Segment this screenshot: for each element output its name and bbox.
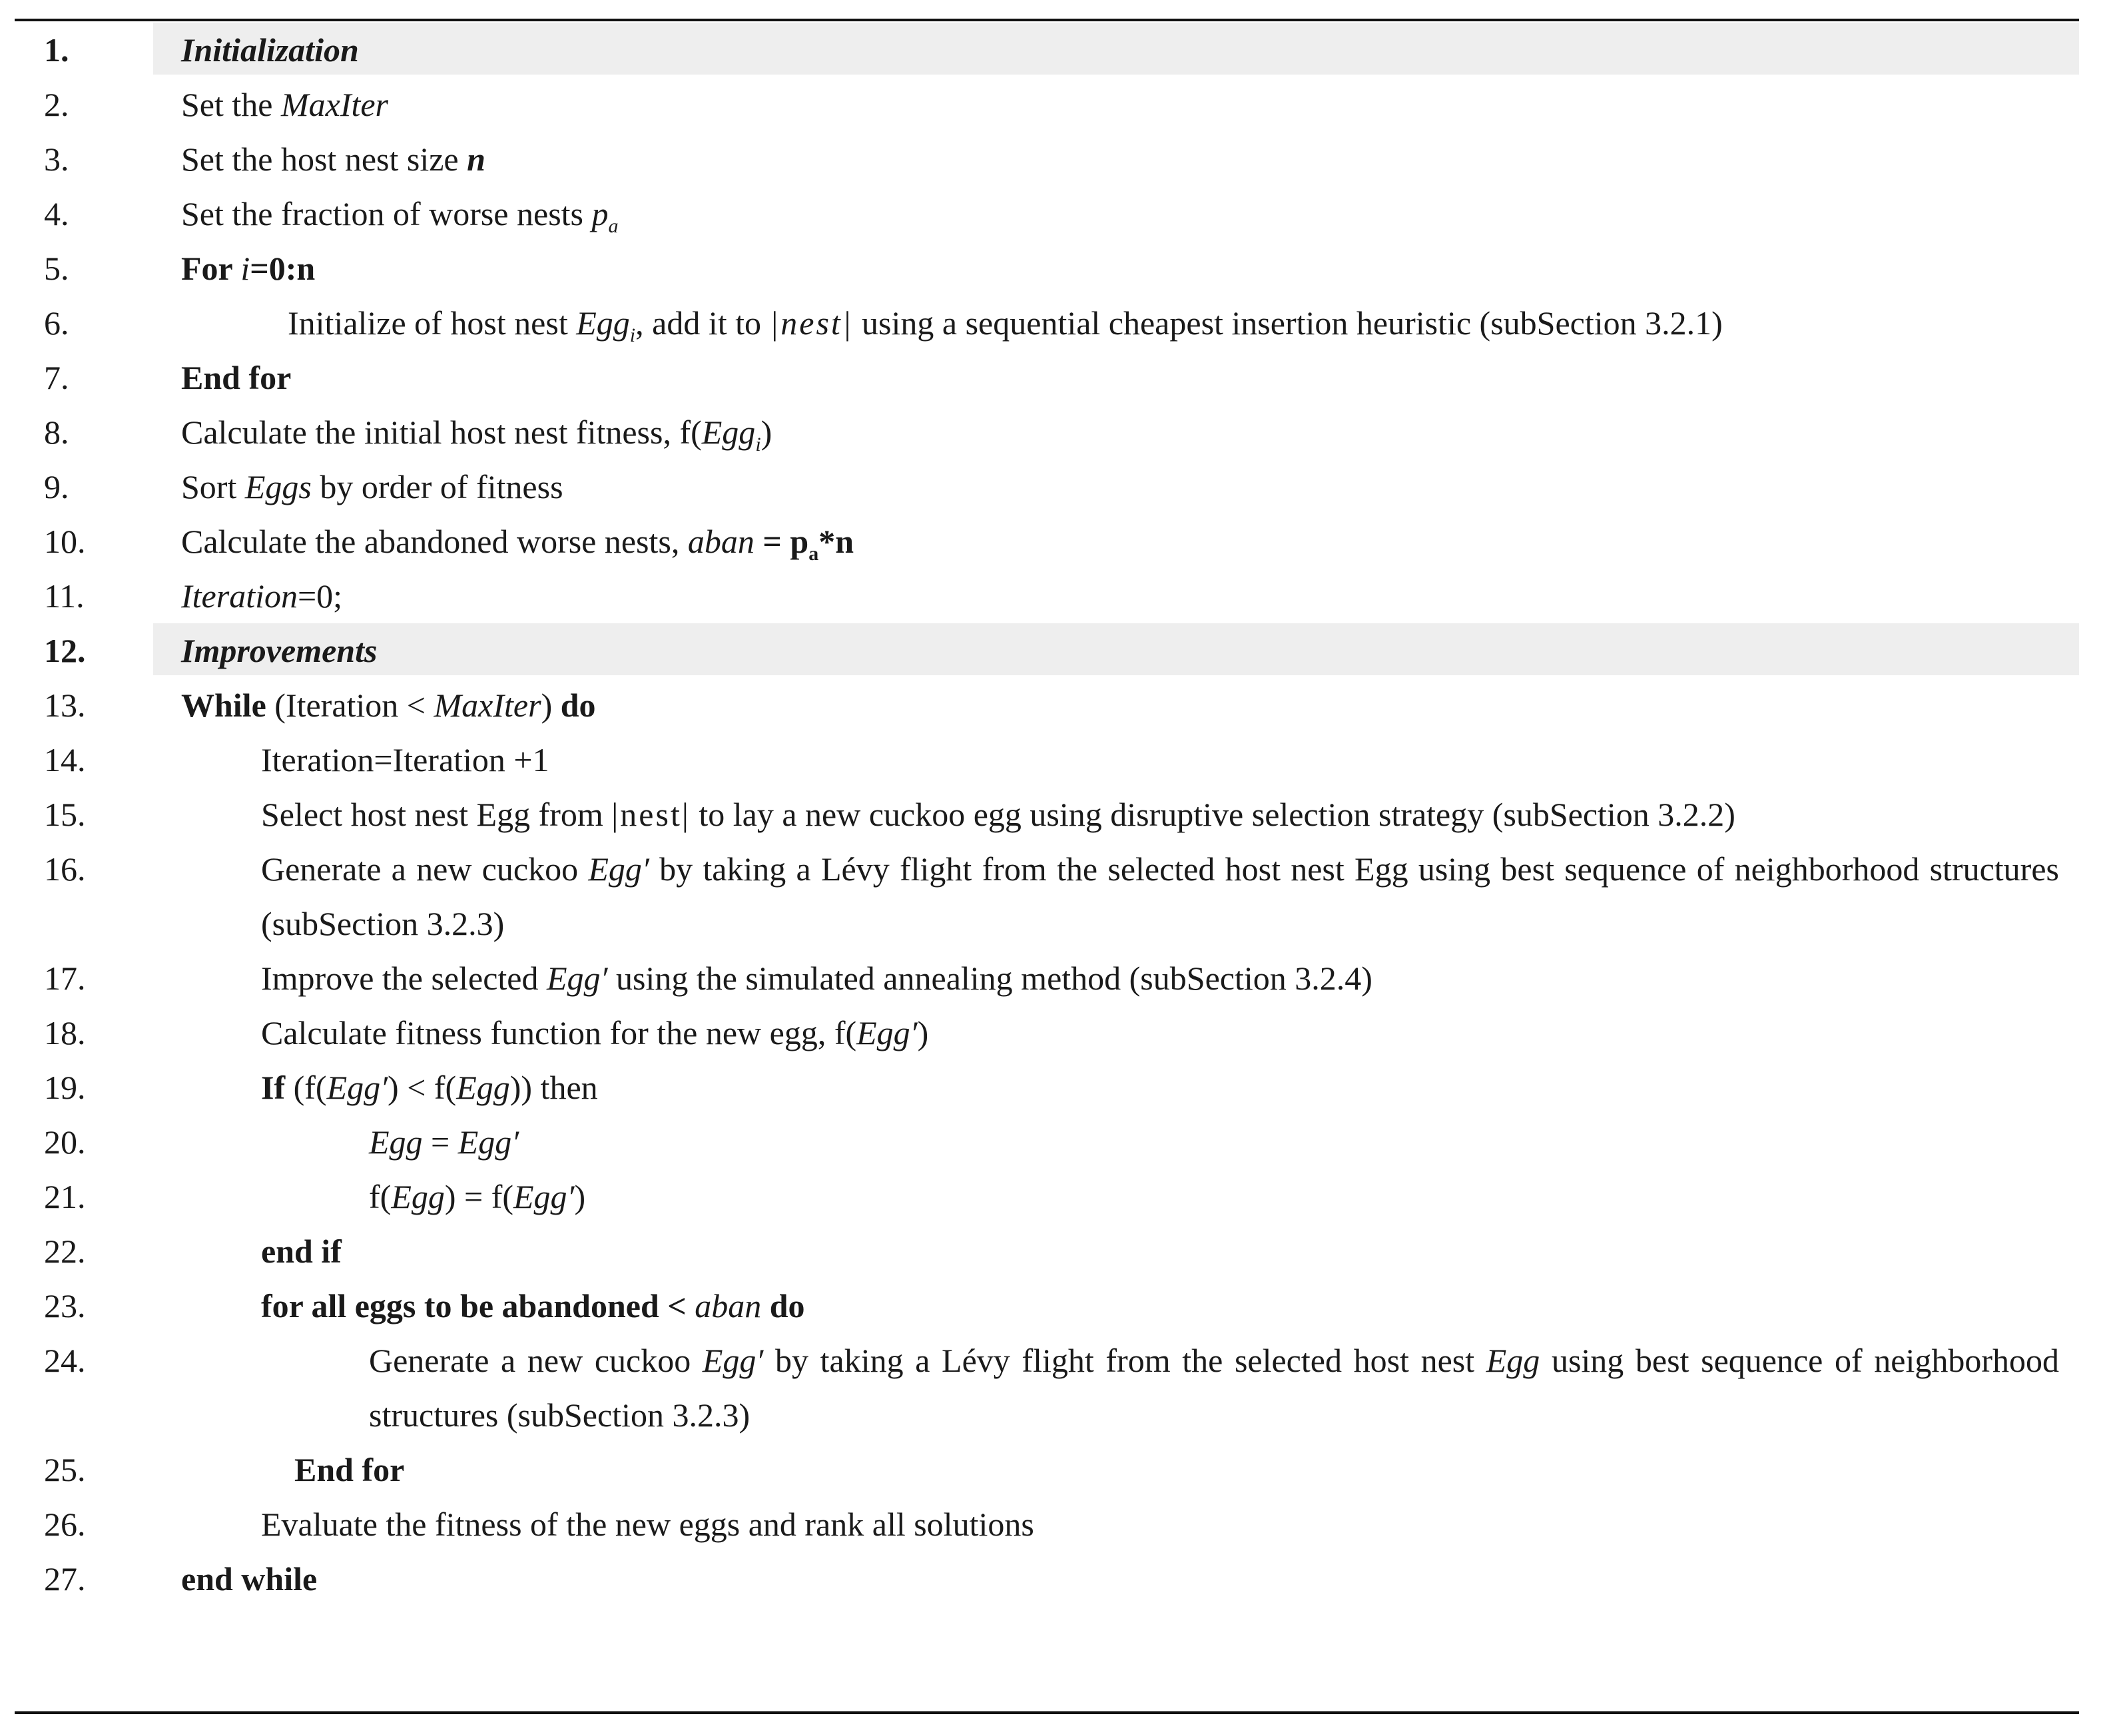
algorithm-line-26: [15, 1497, 2079, 1552]
algorithm-line-14: [15, 732, 2079, 787]
algorithm-line-5: [15, 241, 2079, 296]
line-text: Set the host nest size n: [181, 141, 485, 178]
line-text: End for: [294, 1451, 405, 1488]
line-number: 5.: [44, 250, 69, 287]
line-number: 20.: [44, 1123, 86, 1161]
line-text: f(Egg) = f(Egg′): [369, 1178, 586, 1215]
line-number: 2.: [44, 86, 69, 123]
line-text: Calculate the abandoned worse nests, aban = $p_a*n$: [181, 523, 854, 565]
algorithm-line-12: [15, 623, 2079, 678]
line-number: 21.: [44, 1178, 86, 1215]
line-text: If (f(Egg′) < f(Egg)) then: [261, 1069, 598, 1106]
algorithm-line-7: [15, 350, 2079, 405]
algorithm-line-8: [15, 405, 2079, 459]
line-number: 13.: [44, 687, 86, 724]
line-number: 22.: [44, 1233, 86, 1270]
line-number: 3.: [44, 141, 69, 178]
algorithm-listing: [15, 23, 2079, 1606]
algorithm-line-25: [15, 1442, 2079, 1497]
algorithm-line-24: [15, 1333, 2079, 1442]
algorithm-line-27: [15, 1552, 2079, 1606]
line-number: 12.: [44, 632, 86, 669]
algorithm-line-19: [15, 1060, 2079, 1115]
line-text: Improvements: [181, 632, 378, 669]
line-text: Calculate fitness function for the new egg, f(Egg′): [261, 1014, 929, 1051]
line-number: 23.: [44, 1287, 86, 1324]
line-number: 6.: [44, 304, 69, 342]
algorithm-line-16: [15, 842, 2079, 951]
line-number: 18.: [44, 1014, 86, 1051]
line-number: 10.: [44, 523, 86, 560]
algorithm-line-20: [15, 1115, 2079, 1169]
line-text: end while: [181, 1560, 318, 1597]
top-rule: [15, 19, 2079, 21]
line-text: Initialize of host nest Egg$_i$, add it to |nest| using a sequential cheapest insertion heuristic (subSection 3.2.1): [288, 304, 1723, 346]
algorithm-line-9: [15, 459, 2079, 514]
algorithm-line-13: [15, 678, 2079, 732]
line-number: 4.: [44, 195, 69, 232]
algorithm-line-2: [15, 77, 2079, 132]
line-number: 25.: [44, 1451, 86, 1488]
line-number: 26.: [44, 1506, 86, 1543]
line-number: 7.: [44, 359, 69, 396]
line-number: 24.: [44, 1342, 86, 1379]
line-text: Iteration=Iteration +1: [261, 741, 549, 778]
algorithm-line-6: [15, 296, 2079, 350]
line-text: Egg = Egg′: [369, 1123, 519, 1161]
line-number: 27.: [44, 1560, 86, 1597]
line-text: Calculate the initial host nest fitness, f(Egg$_i$): [181, 414, 772, 455]
line-number: 15.: [44, 796, 86, 833]
line-number: 1.: [44, 31, 69, 69]
line-text: While (Iteration < MaxIter) do: [181, 687, 596, 724]
line-number: 19.: [44, 1069, 86, 1106]
line-text: Evaluate the fitness of the new eggs and rank all solutions: [261, 1506, 1034, 1543]
line-text: Improve the selected Egg′ using the simulated annealing method (subSection 3.2.4): [261, 960, 1372, 997]
algorithm-line-17: [15, 951, 2079, 1006]
line-text: Select host nest Egg from |nest| to lay a new cuckoo egg using disruptive selection strategy (subSection 3.2.2): [261, 796, 1735, 833]
algorithm-line-22: [15, 1224, 2079, 1279]
line-text: Iteration=0;: [181, 577, 343, 615]
algorithm-line-3: [15, 132, 2079, 186]
algorithm-line-15: [15, 787, 2079, 842]
line-text: For i=0:n: [181, 250, 316, 287]
algorithm-line-21: [15, 1169, 2079, 1224]
algorithm-line-23: [15, 1279, 2079, 1333]
line-text: Generate a new cuckoo Egg′ by taking a Lévy flight from the selected host nest Egg using best sequence of neighborhood structures (subSection 3.2.3): [369, 1342, 2059, 1434]
line-number: 11.: [44, 577, 85, 615]
line-number: 17.: [44, 960, 86, 997]
algorithm-line-18: [15, 1006, 2079, 1060]
algorithm-line-10: [15, 514, 2079, 569]
line-text: Set the MaxIter: [181, 86, 389, 123]
line-number: 14.: [44, 741, 86, 778]
line-text: Set the fraction of worse nests $p_a$: [181, 195, 619, 237]
algorithm-line-1: [15, 23, 2079, 77]
bottom-rule: [15, 1711, 2079, 1714]
line-text: Sort Eggs by order of fitness: [181, 468, 563, 505]
algorithm-line-11: [15, 569, 2079, 623]
algorithm-line-4: [15, 186, 2079, 241]
line-number: 8.: [44, 414, 69, 451]
line-text: end if: [261, 1233, 342, 1270]
line-text: for all eggs to be abandoned < aban do: [261, 1287, 805, 1324]
line-text: End for: [181, 359, 292, 396]
line-number: 16.: [44, 850, 86, 888]
line-text: Generate a new cuckoo Egg′ by taking a Lévy flight from the selected host nest Egg using best sequence of neighborhood structures (subSection 3.2.3): [261, 850, 2059, 942]
line-number: 9.: [44, 468, 69, 505]
line-text: Initialization: [181, 31, 359, 69]
